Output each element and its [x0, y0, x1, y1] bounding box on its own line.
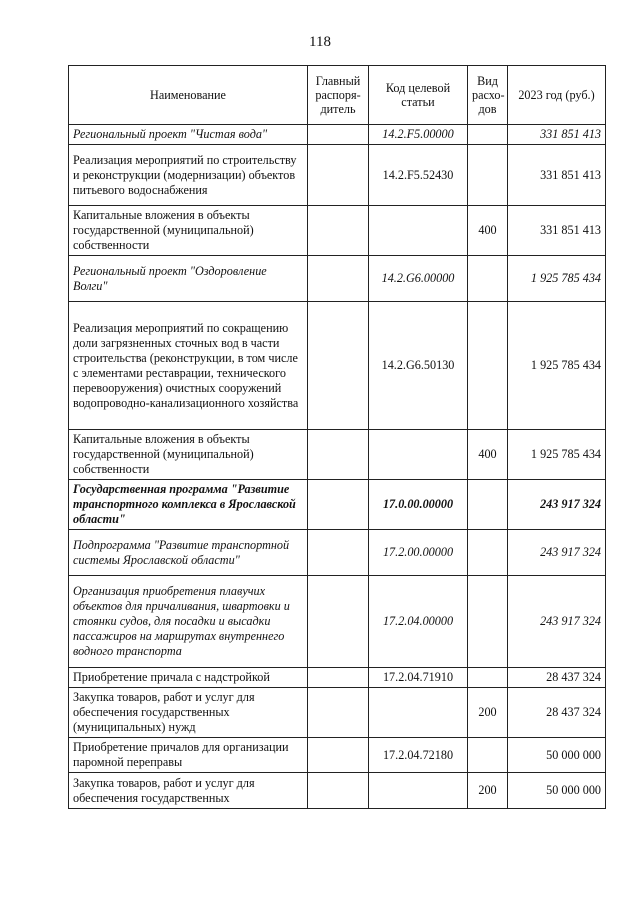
table-row: [69, 773, 606, 809]
row-expense-type-cell: 200: [468, 688, 508, 738]
row-main-manager-cell: [308, 530, 369, 576]
row-name-cell: Приобретение причалов для организации паромной переправы: [69, 738, 308, 773]
row-main-manager-cell: [308, 480, 369, 530]
row-amount-cell: 243 917 324: [508, 576, 606, 668]
row-expense-type-cell: [468, 530, 508, 576]
row-main-manager-cell: [308, 145, 369, 206]
row-expense-type-cell: [468, 480, 508, 530]
table-row: [69, 480, 606, 530]
row-expense-type-cell: 400: [468, 206, 508, 256]
row-amount-cell: 1 925 785 434: [508, 430, 606, 480]
table-row: [69, 430, 606, 480]
row-amount-cell: 243 917 324: [508, 530, 606, 576]
row-amount-cell: 1 925 785 434: [508, 256, 606, 302]
row-target-code-cell: [369, 206, 468, 256]
row-name-cell: Закупка товаров, работ и услуг для обеспечения государственных (муниципальных) нужд: [69, 688, 308, 738]
row-amount-cell: 50 000 000: [508, 738, 606, 773]
row-main-manager-cell: [308, 668, 369, 688]
row-target-code-cell: 17.0.00.00000: [369, 480, 468, 530]
row-main-manager-cell: [308, 773, 369, 809]
row-name-cell: Реализация мероприятий по сокращению доли загрязненных сточных вод в части строительства (реконструкции, в том числе с элементами реставрации, технического перевооружения) очистных сооружений водопроводно-канализационного хозяйства: [69, 302, 308, 430]
table-row: [69, 688, 606, 738]
row-expense-type-cell: [468, 302, 508, 430]
row-main-manager-cell: [308, 430, 369, 480]
row-amount-cell: 331 851 413: [508, 125, 606, 145]
row-main-manager-cell: [308, 302, 369, 430]
table-row: [69, 206, 606, 256]
table-row: [69, 738, 606, 773]
row-name-cell: Приобретение причала с надстройкой: [69, 668, 308, 688]
row-expense-type-cell: 400: [468, 430, 508, 480]
row-name-cell: Капитальные вложения в объекты государственной (муниципальной) собственности: [69, 206, 308, 256]
row-expense-type-cell: [468, 738, 508, 773]
table-body: [69, 125, 606, 809]
row-target-code-cell: [369, 773, 468, 809]
row-target-code-cell: 17.2.04.71910: [369, 668, 468, 688]
row-main-manager-cell: [308, 738, 369, 773]
table-row: [69, 256, 606, 302]
row-main-manager-cell: [308, 256, 369, 302]
row-name-cell: Реализация мероприятий по строительству и реконструкции (модернизации) объектов питьевого водоснабжения: [69, 145, 308, 206]
row-target-code-cell: 14.2.G6.00000: [369, 256, 468, 302]
table-row: [69, 145, 606, 206]
row-target-code-cell: 14.2.F5.00000: [369, 125, 468, 145]
row-target-code-cell: 17.2.00.00000: [369, 530, 468, 576]
row-target-code-cell: [369, 688, 468, 738]
row-main-manager-cell: [308, 576, 369, 668]
header-expense-type: Вид расхо-дов: [468, 66, 508, 125]
row-name-cell: Организация приобретения плавучих объектов для причаливания, швартовки и стоянки судов, для посадки и высадки пассажиров на маршрутах внутреннего водного транспорта: [69, 576, 308, 668]
table-row: [69, 125, 606, 145]
row-main-manager-cell: [308, 206, 369, 256]
header-target-code: Код целевой статьи: [369, 66, 468, 125]
row-name-cell: Подпрограмма "Развитие транспортной системы Ярославской области": [69, 530, 308, 576]
row-amount-cell: 28 437 324: [508, 668, 606, 688]
page-number: 118: [309, 34, 331, 50]
row-expense-type-cell: 200: [468, 773, 508, 809]
row-expense-type-cell: [468, 668, 508, 688]
row-amount-cell: 243 917 324: [508, 480, 606, 530]
row-expense-type-cell: [468, 125, 508, 145]
table-row: [69, 668, 606, 688]
row-expense-type-cell: [468, 576, 508, 668]
row-amount-cell: 1 925 785 434: [508, 302, 606, 430]
row-name-cell: Региональный проект "Оздоровление Волги": [69, 256, 308, 302]
row-target-code-cell: 14.2.F5.52430: [369, 145, 468, 206]
header-name: Наименование: [69, 66, 308, 125]
table-header-row: [69, 66, 606, 125]
row-name-cell: Капитальные вложения в объекты государственной (муниципальной) собственности: [69, 430, 308, 480]
row-amount-cell: 331 851 413: [508, 206, 606, 256]
row-target-code-cell: 14.2.G6.50130: [369, 302, 468, 430]
row-amount-cell: 28 437 324: [508, 688, 606, 738]
table-row: [69, 302, 606, 430]
row-name-cell: Закупка товаров, работ и услуг для обеспечения государственных: [69, 773, 308, 809]
row-expense-type-cell: [468, 145, 508, 206]
row-name-cell: Государственная программа "Развитие транспортного комплекса в Ярославской области": [69, 480, 308, 530]
row-target-code-cell: 17.2.04.00000: [369, 576, 468, 668]
header-amount: 2023 год (руб.): [508, 66, 606, 125]
row-target-code-cell: 17.2.04.72180: [369, 738, 468, 773]
row-amount-cell: 50 000 000: [508, 773, 606, 809]
row-main-manager-cell: [308, 125, 369, 145]
table-row: [69, 576, 606, 668]
row-amount-cell: 331 851 413: [508, 145, 606, 206]
header-main-manager: Главный распоря-дитель: [308, 66, 369, 125]
row-target-code-cell: [369, 430, 468, 480]
row-name-cell: Региональный проект "Чистая вода": [69, 125, 308, 145]
table-row: [69, 530, 606, 576]
row-expense-type-cell: [468, 256, 508, 302]
budget-table: [68, 65, 606, 809]
row-main-manager-cell: [308, 688, 369, 738]
